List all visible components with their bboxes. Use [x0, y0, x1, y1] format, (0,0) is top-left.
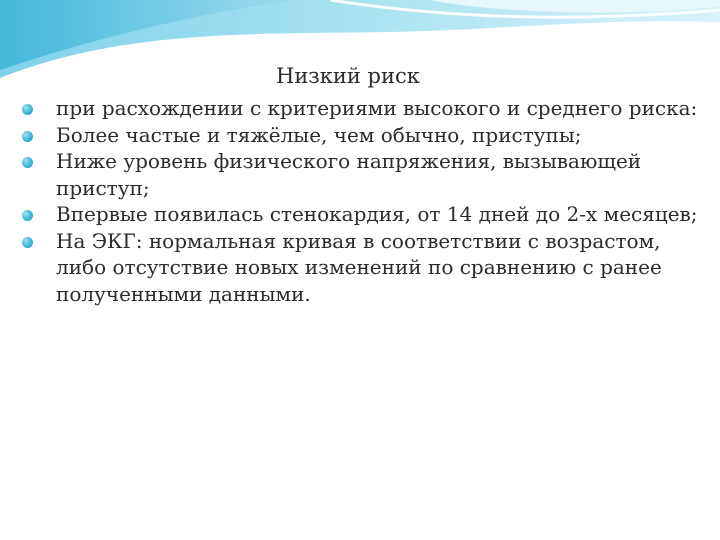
bullet-dot-icon	[22, 157, 33, 168]
bullet-dot-icon	[22, 237, 33, 248]
list-item-text: Более частые и тяжёлые, чем обычно, приступы;	[56, 122, 582, 147]
bullet-dot-icon	[22, 104, 33, 115]
list-item	[18, 122, 698, 149]
list-item	[18, 148, 698, 201]
list-item-text: Ниже уровень физического напряжения, вызывающей приступ;	[56, 149, 642, 200]
list-item-text: Впервые появилась стенокардия, от 14 дней до 2-х месяцев;	[56, 202, 698, 226]
list-item	[18, 201, 698, 228]
bullet-list	[18, 95, 698, 307]
list-item	[18, 228, 698, 308]
list-item-text: при расхождении с критериями высокого и среднего риска:	[56, 96, 698, 120]
bullet-dot-icon	[22, 131, 33, 142]
list-item	[18, 95, 698, 122]
list-item-text: На ЭКГ: нормальная кривая в соответствии с возрастом, либо отсутствие новых изменений по сравнению с ранее полученными данными.	[56, 228, 662, 306]
bullet-dot-icon	[22, 210, 33, 221]
slide-title: Низкий риск	[276, 64, 420, 88]
